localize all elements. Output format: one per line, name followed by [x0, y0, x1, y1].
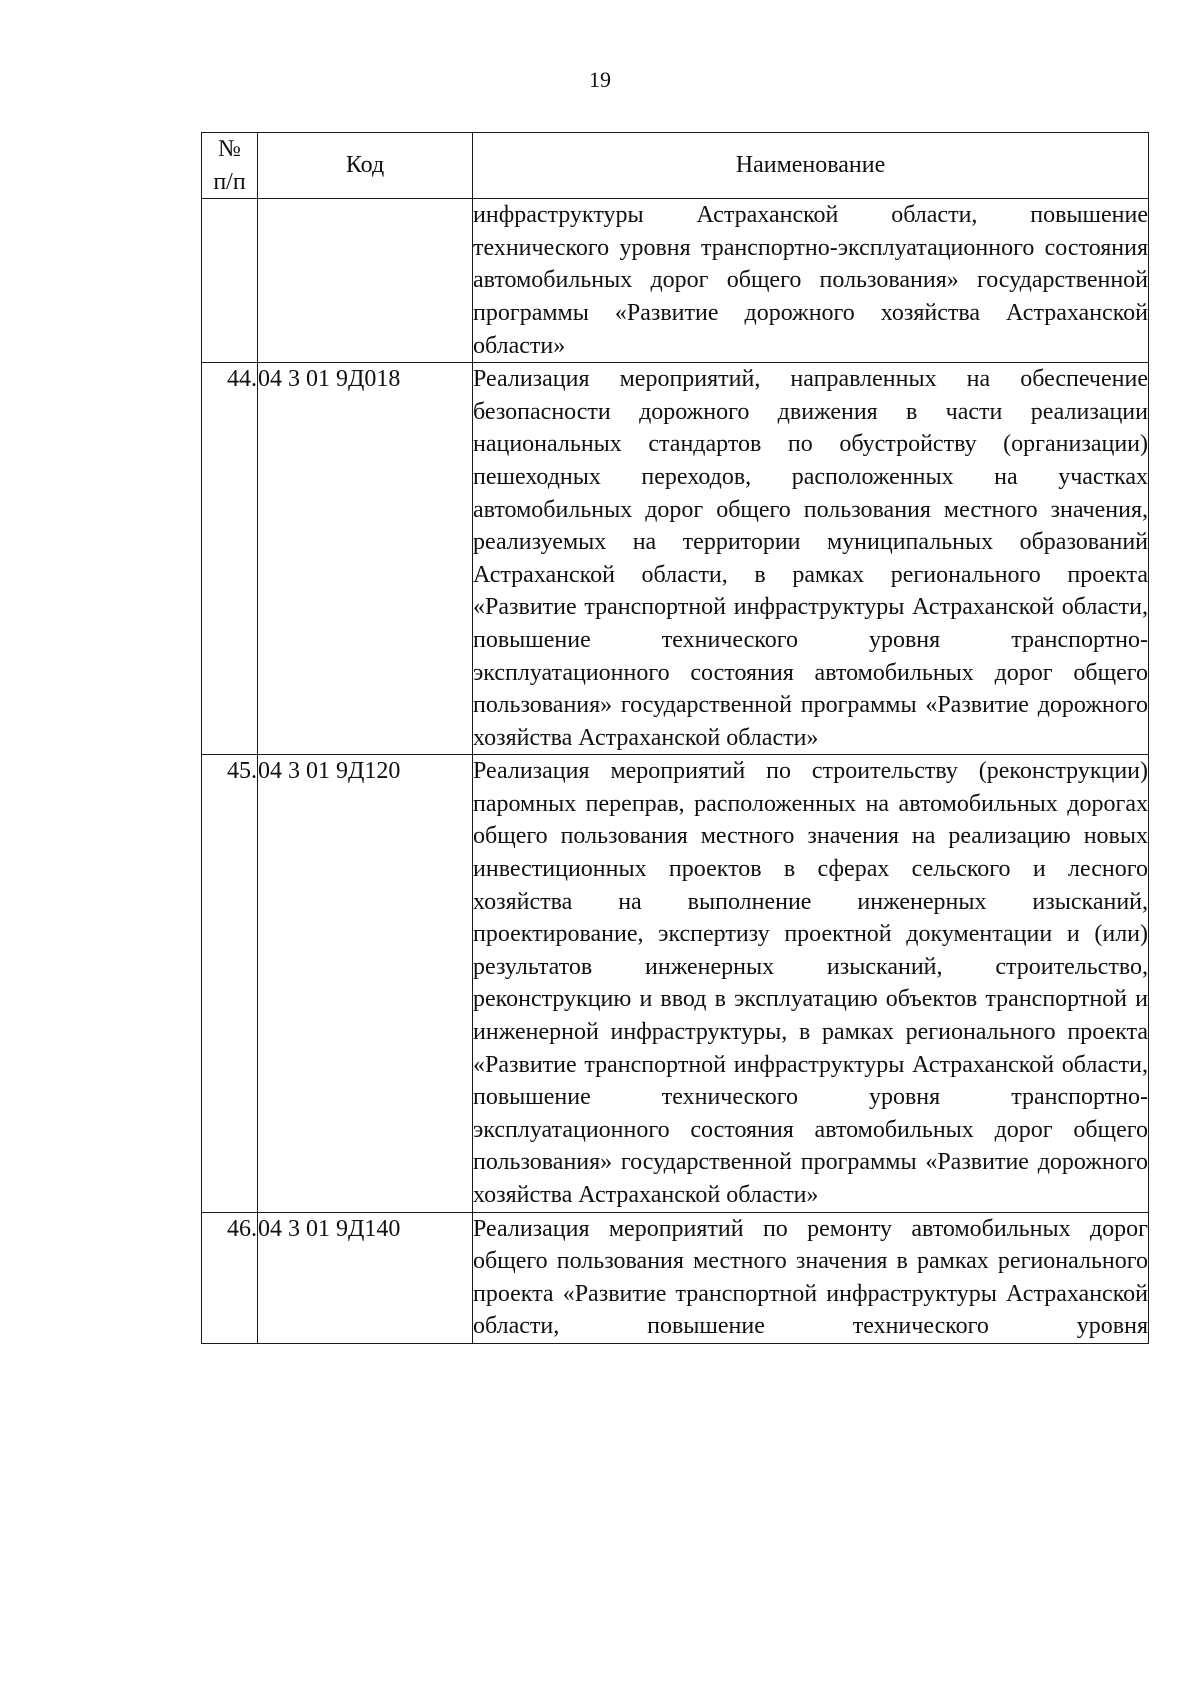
row-number: 46. — [202, 1212, 258, 1343]
row-number: 45. — [202, 755, 258, 1212]
table-header-row — [202, 133, 1149, 199]
row-name: Реализация мероприятий по ремонту автомобильных дорог общего пользования местного значения в рамках регионального проекта «Развитие транспортной инфраструктуры Астраханской области, повышение технического уровня — [473, 1212, 1149, 1343]
table-row — [202, 363, 1149, 755]
budget-codes-table — [201, 132, 1149, 1344]
page-number: 19 — [589, 67, 611, 92]
row-code — [258, 199, 473, 363]
table-row — [202, 199, 1149, 363]
header-number-symbol: № — [218, 136, 241, 162]
table-row — [202, 755, 1149, 1212]
header-name: Наименование — [473, 133, 1149, 199]
row-name: инфраструктуры Астраханской области, повышение технического уровня транспортно-эксплуатационного состояния автомобильных дорог общего пользования» государственной программы «Развитие дорожного хозяйства Астраханской области» — [473, 199, 1149, 363]
header-code: Код — [258, 133, 473, 199]
row-name: Реализация мероприятий, направленных на обеспечение безопасности дорожного движения в части реализации национальных стандартов по обустройству (организации) пешеходных переходов, расположенных на участках автомобильных дорог общего пользования местного значения, реализуемых на территории муниципальных образований Астраханской области, в рамках регионального проекта «Развитие транспортной инфраструктуры Астраханской области, повышение технического уровня транспортно-эксплуатационного состояния автомобильных дорог общего пользования» государственной программы «Развитие дорожного хозяйства Астраханской области» — [473, 363, 1149, 755]
row-number: 44. — [202, 363, 258, 755]
header-number-abbrev: п/п — [213, 168, 246, 195]
table-row — [202, 1212, 1149, 1343]
row-code: 04 3 01 9Д018 — [258, 363, 473, 755]
row-name: Реализация мероприятий по строительству (реконструкции) паромных переправ, расположенных на автомобильных дорогах общего пользования местного значения на реализацию новых инвестиционных проектов в сферах сельского и лесного хозяйства на выполнение инженерных изысканий, проектирование, экспертизу проектной документации и (или) результатов инженерных изысканий, строительство, реконструкцию и ввод в эксплуатацию объектов транспортной и инженерной инфраструктуры, в рамках регионального проекта «Развитие транспортной инфраструктуры Астраханской области, повышение технического уровня транспортно-эксплуатационного состояния автомобильных дорог общего пользования» государственной программы «Развитие дорожного хозяйства Астраханской области» — [473, 755, 1149, 1212]
header-number — [202, 133, 258, 199]
row-code: 04 3 01 9Д140 — [258, 1212, 473, 1343]
row-number — [202, 199, 258, 363]
row-code: 04 3 01 9Д120 — [258, 755, 473, 1212]
